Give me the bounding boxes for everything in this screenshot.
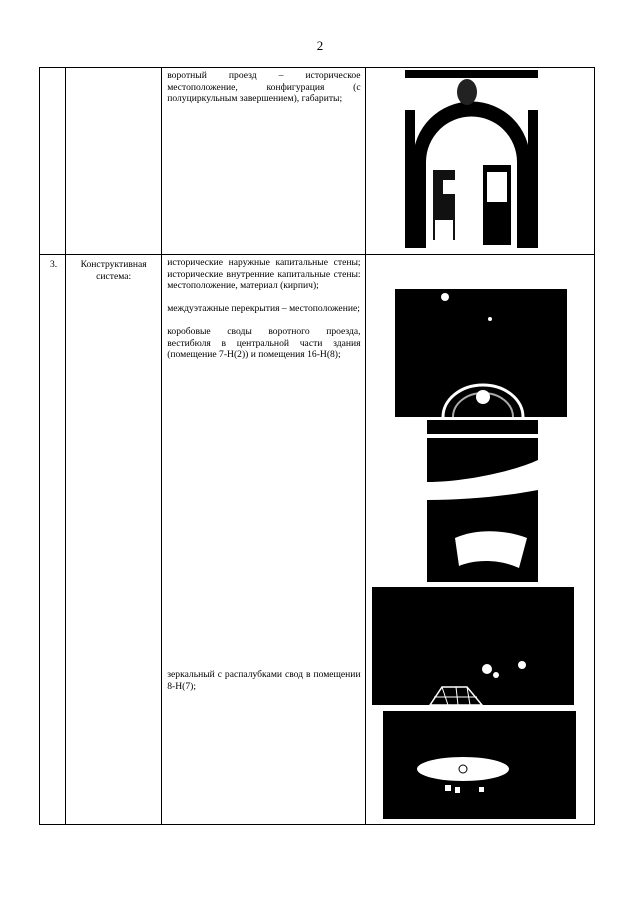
- vault-photo-3: [372, 587, 574, 705]
- row-number: 3.: [40, 255, 66, 825]
- description-text: междуэтажные перекрытия – местоположение;: [167, 303, 360, 315]
- photo-cell: [365, 255, 594, 825]
- description-text: зеркальный с распалубками свод в помещении 8-Н(7);: [167, 668, 361, 692]
- heritage-table: [39, 67, 595, 825]
- archway-gate-photo: [405, 70, 538, 248]
- description-text: воротный проезд – историческое местоположение, конфигурация (с полуциркульным завершением), габариты;: [167, 70, 361, 105]
- row-number: [40, 68, 66, 255]
- description-cell: [162, 255, 365, 825]
- system-name: [66, 68, 162, 255]
- photo-cell: [365, 68, 594, 255]
- vault-photo-2: [427, 420, 538, 582]
- vault-photo-1: [395, 289, 567, 417]
- description-text: коробовые своды воротного проезда, вестибюля в центральной части здания (помещение 7-Н(2)) и помещения 16-Н(8);: [167, 325, 361, 361]
- description-cell: [162, 68, 365, 255]
- table-row: [40, 255, 595, 825]
- page-number: 2: [316, 38, 324, 53]
- table-row: [40, 68, 595, 255]
- system-name: Конструктивная система:: [66, 255, 162, 825]
- mirror-vault-photo: [383, 711, 576, 819]
- description-text: исторические наружные капитальные стены; исторические внутренние капитальные стены: местоположение, материал (кирпич);: [167, 257, 361, 292]
